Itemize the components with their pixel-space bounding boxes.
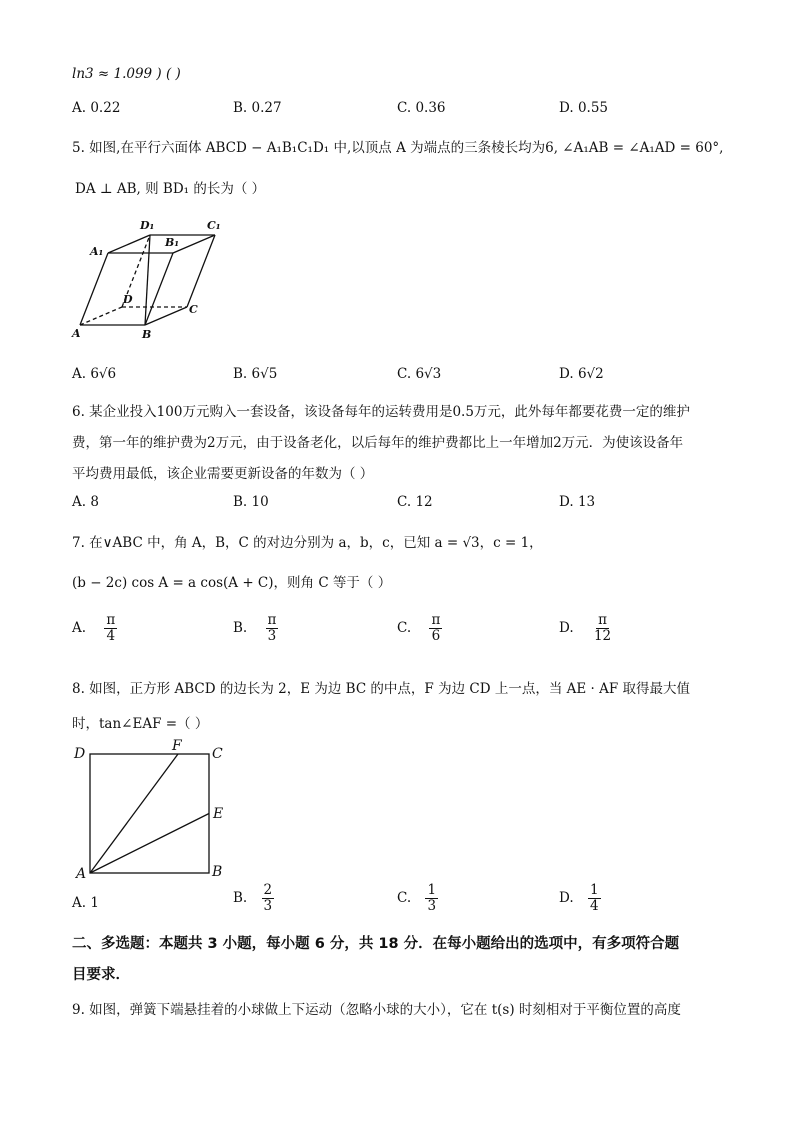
q4-option-a[interactable] <box>72 100 120 116</box>
option-letter: B. <box>233 366 248 382</box>
fraction-numerator: π <box>431 612 441 628</box>
option-value: 0.27 <box>251 100 282 116</box>
label-a: A <box>72 327 81 340</box>
label-b: B <box>142 328 152 341</box>
fraction-numerator: π <box>267 612 277 628</box>
fraction <box>588 884 601 913</box>
diagonal-bd1 <box>145 235 150 325</box>
fraction-denominator: 3 <box>427 897 437 914</box>
option-value: 6√5 <box>251 366 278 382</box>
option-letter: A. <box>72 620 87 636</box>
fraction-denominator: 4 <box>106 627 116 644</box>
q5-stem-line2: DA ⊥ AB, 则 BD₁ 的长为（ ） <box>75 181 266 197</box>
option-letter: D. <box>559 890 574 906</box>
q8-option-d[interactable] <box>559 884 601 913</box>
label-c: C <box>212 746 223 762</box>
q7-option-d[interactable] <box>559 614 613 643</box>
fraction <box>104 614 117 643</box>
fraction-denominator: 3 <box>263 897 273 914</box>
q7-option-c[interactable] <box>397 614 442 643</box>
option-value: 0.22 <box>90 100 121 116</box>
q5-option-d[interactable] <box>559 366 604 382</box>
option-letter: C. <box>397 366 412 382</box>
option-value: 13 <box>577 494 596 510</box>
q6-option-c[interactable] <box>397 494 433 510</box>
segment-ae <box>90 814 209 874</box>
section-heading-multi-choice-cont: 目要求． <box>72 967 130 983</box>
label-c: C <box>189 303 198 316</box>
label-d1: D₁ <box>140 219 155 232</box>
label-e: E <box>213 806 224 822</box>
fraction <box>262 884 275 913</box>
q4-option-c[interactable] <box>397 100 446 116</box>
q7-stem-line2: (b − 2c) cos A = a cos(A + C)，则角 C 等于（ ） <box>72 575 392 591</box>
q5-option-a[interactable] <box>72 366 116 382</box>
option-value: 6√2 <box>577 366 604 382</box>
label-a1: A₁ <box>90 245 104 258</box>
option-letter: D. <box>559 620 574 636</box>
edge-a1d1 <box>108 235 150 253</box>
q4-tail: ln3 ≈ 1.099 ) ( ) <box>72 66 181 82</box>
option-value: 6√6 <box>90 366 117 382</box>
fraction-denominator: 3 <box>267 627 277 644</box>
option-letter: B. <box>233 494 248 510</box>
q8-option-b[interactable] <box>233 884 274 913</box>
q8-square-figure <box>70 736 240 882</box>
label-c1: C₁ <box>207 219 221 232</box>
fraction-numerator: 1 <box>427 882 437 898</box>
fraction-denominator: 6 <box>431 627 441 644</box>
option-value: 6√3 <box>415 366 442 382</box>
q7-stem-line1: 7. 在∨ABC 中，角 A，B，C 的对边分别为 a，b，c，已知 a = √3，c = 1， <box>72 535 543 551</box>
q8-stem-line2: 时，tan∠EAF =（ ） <box>72 716 209 732</box>
q6-stem-line3: 平均费用最低，该企业需要更新设备的年数为（ ） <box>72 466 374 482</box>
option-letter: B. <box>233 100 248 116</box>
q6-option-d[interactable] <box>559 494 595 510</box>
option-value: 10 <box>251 494 269 510</box>
label-d: D <box>74 746 86 762</box>
option-value: 8 <box>90 494 99 510</box>
q8-stem-line1: 8. 如图，正方形 ABCD 的边长为 2，E 为边 BC 的中点，F 为边 CD 上一点，当 AE · AF 取得最大值 <box>72 681 691 697</box>
fraction-numerator: 1 <box>589 882 599 898</box>
q6-stem-line1: 6. 某企业投入100万元购入一套设备，该设备每年的运转费用是0.5万元，此外每年都要花费一定的维护 <box>72 404 690 420</box>
q4-option-d[interactable] <box>559 100 608 116</box>
fraction <box>592 614 613 643</box>
fraction <box>429 614 442 643</box>
fraction <box>266 614 279 643</box>
option-letter: C. <box>397 890 412 906</box>
option-letter: B. <box>233 620 248 636</box>
option-letter: D. <box>559 494 574 510</box>
option-letter: D. <box>559 366 574 382</box>
q8-option-a[interactable] <box>72 895 99 911</box>
q5-stem-line1: 5. 如图,在平行六面体 ABCD − A₁B₁C₁D₁ 中,以顶点 A 为端点的三条棱长均为6, ∠A₁AB = ∠A₁AD = 60°, <box>72 140 724 156</box>
option-value: 0.55 <box>577 100 608 116</box>
fraction <box>425 884 438 913</box>
option-letter: D. <box>559 100 574 116</box>
option-letter: C. <box>397 100 412 116</box>
label-f: F <box>172 738 182 754</box>
segment-af <box>90 754 178 873</box>
q5-parallelepiped-figure <box>70 215 230 345</box>
option-letter: C. <box>397 494 412 510</box>
label-b1: B₁ <box>165 236 180 249</box>
option-value: 12 <box>415 494 433 510</box>
q6-stem-line2: 费，第一年的维护费为2万元，由于设备老化，以后每年的维护费都比上一年增加2万元．为使该设备年 <box>72 435 684 451</box>
label-b: B <box>212 864 223 880</box>
q7-option-a[interactable] <box>72 614 117 643</box>
option-letter: A. <box>72 100 87 116</box>
fraction-numerator: 2 <box>263 882 273 898</box>
q6-option-b[interactable] <box>233 494 269 510</box>
q6-option-a[interactable] <box>72 494 99 510</box>
option-letter: A. <box>72 895 87 911</box>
option-value: 1 <box>90 895 99 911</box>
section-heading-multi-choice: 二、多选题：本题共 3 小题，每小题 6 分，共 18 分．在每小题给出的选项中，有多项符合题 <box>72 936 680 952</box>
option-value: 0.36 <box>415 100 446 116</box>
label-a: A <box>76 866 87 882</box>
square-abcd <box>90 754 209 873</box>
q5-option-c[interactable] <box>397 366 441 382</box>
q5-option-b[interactable] <box>233 366 277 382</box>
option-letter: C. <box>397 620 412 636</box>
edge-aa1 <box>80 253 108 325</box>
fraction-numerator: π <box>106 612 116 628</box>
fraction-denominator: 4 <box>589 897 599 914</box>
q7-option-b[interactable] <box>233 614 278 643</box>
option-letter: A. <box>72 494 87 510</box>
option-letter: B. <box>233 890 248 906</box>
label-d: D <box>123 293 133 306</box>
q4-option-b[interactable] <box>233 100 282 116</box>
q8-option-c[interactable] <box>397 884 438 913</box>
q9-stem-line1: 9. 如图，弹簧下端悬挂着的小球做上下运动（忽略小球的大小），它在 t(s) 时刻相对于平衡位置的高度 <box>72 1002 681 1018</box>
fraction-numerator: π <box>598 612 607 628</box>
option-letter: A. <box>72 366 87 382</box>
fraction-denominator: 12 <box>593 627 612 644</box>
